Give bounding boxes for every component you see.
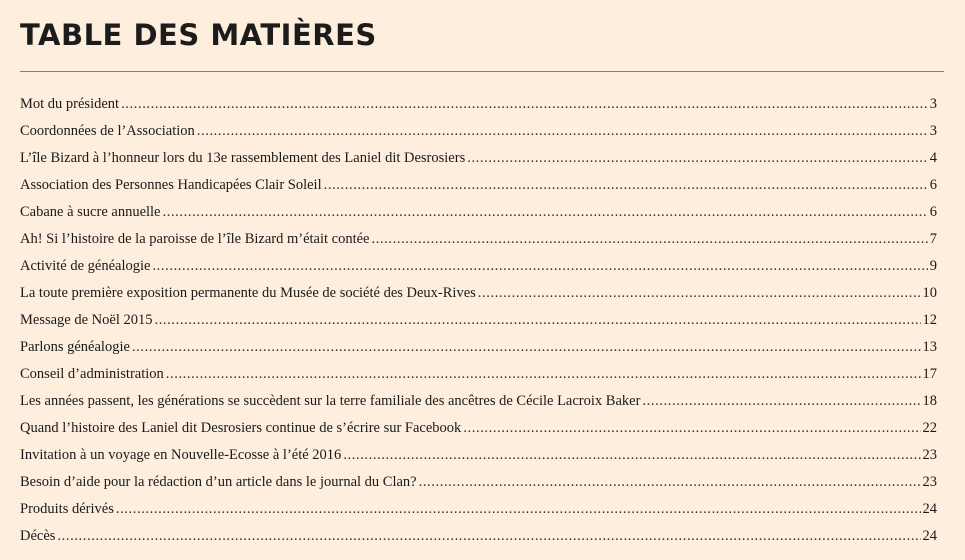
dot-leader	[166, 365, 921, 383]
toc-page-number: 13	[922, 339, 937, 355]
toc-entry[interactable]	[20, 257, 937, 284]
dot-leader	[163, 203, 928, 221]
toc-entry-title: Cabane à sucre annuelle	[20, 204, 161, 220]
toc-page-number: 3	[929, 96, 937, 112]
dot-leader	[419, 473, 921, 491]
dot-leader	[467, 149, 928, 167]
toc-page-number: 24	[922, 501, 937, 517]
toc-entry-title: Conseil d’administration	[20, 366, 164, 382]
dot-leader	[116, 500, 921, 518]
toc-page-number: 6	[929, 204, 937, 220]
toc-entry[interactable]	[20, 284, 937, 311]
dot-leader	[121, 95, 928, 113]
dot-leader	[132, 338, 921, 356]
toc-entry[interactable]	[20, 122, 937, 149]
toc-entry-title: Parlons généalogie	[20, 339, 130, 355]
toc-entry-title: La toute première exposition permanente du Musée de société des Deux-Rives	[20, 285, 476, 301]
toc-page-number: 24	[922, 528, 937, 544]
dot-leader	[372, 230, 928, 248]
toc-entry-title: Besoin d’aide pour la rédaction d’un article dans le journal du Clan?	[20, 474, 417, 490]
toc-entry-title: Produits dérivés	[20, 501, 114, 517]
toc-entry[interactable]	[20, 527, 937, 554]
toc-entry-title: Invitation à un voyage en Nouvelle-Ecosse à l’été 2016	[20, 447, 342, 463]
toc-entry[interactable]	[20, 446, 937, 473]
toc-page-number: 7	[929, 231, 937, 247]
toc-page-number: 23	[922, 447, 937, 463]
toc-entry[interactable]	[20, 203, 937, 230]
dot-leader	[478, 284, 921, 302]
toc-entry-title: Coordonnées de l’Association	[20, 123, 195, 139]
toc-entry[interactable]	[20, 176, 937, 203]
toc-entry[interactable]	[20, 392, 937, 419]
toc-entry-title: Ah! Si l’histoire de la paroisse de l’île Bizard m’était contée	[20, 231, 370, 247]
toc-entry[interactable]	[20, 149, 937, 176]
toc-page-number: 10	[922, 285, 937, 301]
dot-leader	[154, 311, 920, 329]
toc-entry[interactable]	[20, 311, 937, 338]
toc-entry[interactable]	[20, 365, 937, 392]
table-of-contents	[20, 95, 937, 554]
toc-page-number: 12	[922, 312, 937, 328]
dot-leader	[152, 257, 927, 275]
toc-entry[interactable]	[20, 338, 937, 365]
dot-leader	[197, 122, 928, 140]
toc-page-number: 4	[929, 150, 937, 166]
toc-entry-title: Quand l’histoire des Laniel dit Desrosiers continue de s’écrire sur Facebook	[20, 420, 462, 436]
toc-page-number: 22	[922, 420, 937, 436]
toc-entry-title: Message de Noël 2015	[20, 312, 153, 328]
toc-page-number: 23	[922, 474, 937, 490]
dot-leader	[343, 446, 920, 464]
toc-entry-title: Activité de généalogie	[20, 258, 151, 274]
toc-entry[interactable]	[20, 500, 937, 527]
toc-entry[interactable]	[20, 230, 937, 257]
toc-entry-title: L’île Bizard à l’honneur lors du 13e rassemblement des Laniel dit Desrosiers	[20, 150, 466, 166]
toc-entry-title: Mot du président	[20, 96, 120, 112]
toc-page-number: 17	[922, 366, 937, 382]
toc-entry-title: Les années passent, les générations se succèdent sur la terre familiale des ancêtres de Cécile Lacroix Baker	[20, 393, 641, 409]
toc-entry[interactable]	[20, 419, 937, 446]
toc-entry-title: Association des Personnes Handicapées Clair Soleil	[20, 177, 322, 193]
dot-leader	[642, 392, 920, 410]
dot-leader	[463, 419, 920, 437]
toc-page-number: 18	[922, 393, 937, 409]
page-title: TABLE DES MATIÈRES	[20, 18, 377, 52]
toc-entry[interactable]	[20, 473, 937, 500]
toc-page-number: 6	[929, 177, 937, 193]
toc-page-number: 3	[929, 123, 937, 139]
toc-page-number: 9	[929, 258, 937, 274]
title-divider	[20, 71, 944, 72]
dot-leader	[57, 527, 920, 545]
toc-entry[interactable]	[20, 95, 937, 122]
toc-entry-title: Décès	[20, 528, 56, 544]
dot-leader	[324, 176, 928, 194]
